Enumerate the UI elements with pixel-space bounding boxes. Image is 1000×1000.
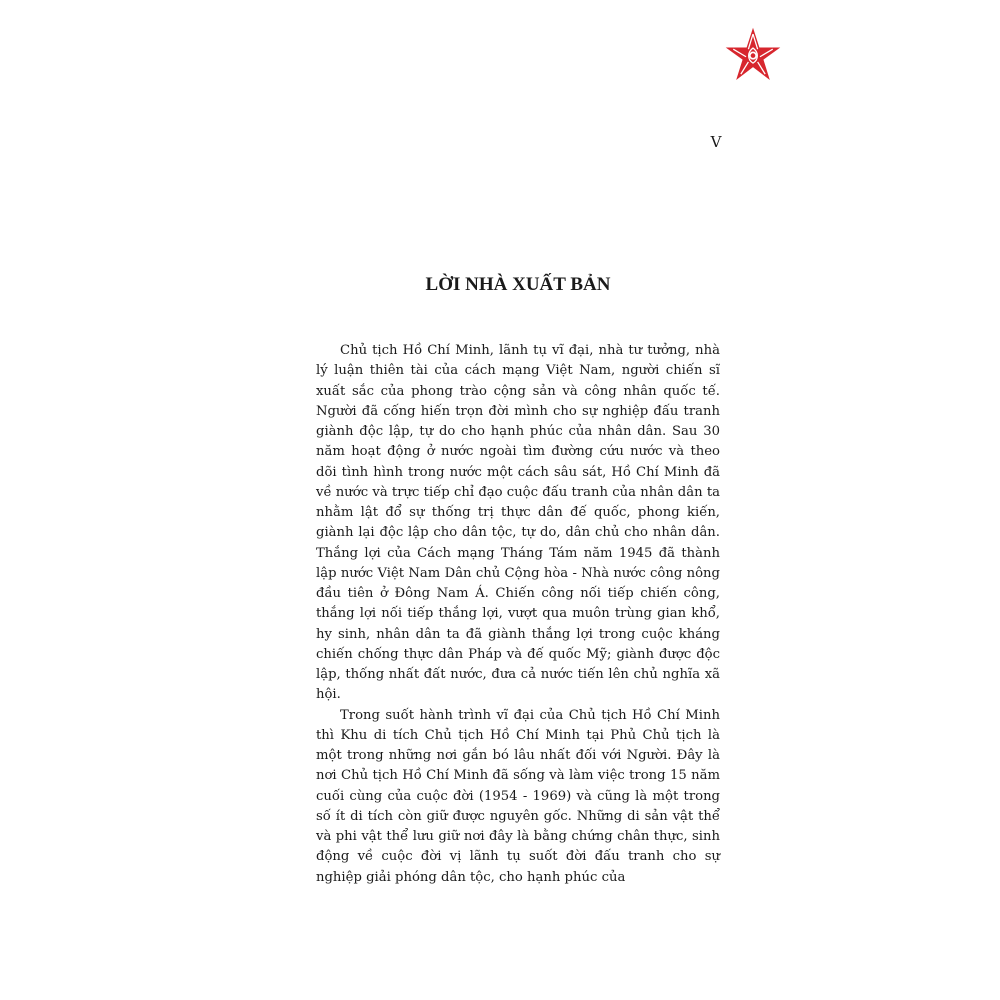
paragraph: Trong suốt hành trình vĩ đại của Chủ tịch Hồ Chí Minh thì Khu di tích Chủ tịch Hồ Chí Minh tại Phủ Chủ tịch là một trong những nơi gắn bó lâu nhất đối với Người. Đây là nơi Chủ tịch Hồ Chí Minh đã sống và làm việc trong 15 năm cuối cùng của cuộc đời (1954 - 1969) và cũng là một trong số ít di tích còn giữ được nguyên gốc. Những di sản vật thể và phi vật thể lưu giữ nơi đây là bằng chứng chân thực, sinh động về cuộc đời vị lãnh tụ suốt đời đấu tranh cho sự nghiệp giải phóng dân tộc, cho hạnh phúc của	[316, 707, 720, 885]
publisher-logo-icon	[724, 26, 782, 84]
page-number: V	[710, 133, 722, 151]
page-title: LỜI NHÀ XUẤT BẢN	[425, 274, 611, 295]
body-text	[316, 341, 720, 888]
paragraph: Chủ tịch Hồ Chí Minh, lãnh tụ vĩ đại, nhà tư tưởng, nhà lý luận thiên tài của cách mạng Việt Nam, người chiến sĩ xuất sắc của phong trào cộng sản và công nhân quốc tế. Người đã cống hiến trọn đời mình cho sự nghiệp đấu tranh giành độc lập, tự do cho hạnh phúc của nhân dân. Sau 30 năm hoạt động ở nước ngoài tìm đường cứu nước và theo dõi tình hình trong nước một cách sâu sát, Hồ Chí Minh đã về nước và trực tiếp chỉ đạo cuộc đấu tranh của nhân dân ta nhằm lật đổ sự thống trị thực dân đế quốc, phong kiến, giành lại độc lập cho dân tộc, tự do, dân chủ cho nhân dân. Thắng lợi của Cách mạng Tháng Tám năm 1945 đã thành lập nước Việt Nam Dân chủ Cộng hòa - Nhà nước công nông đầu tiên ở Đông Nam Á. Chiến công nối tiếp chiến công, thắng lợi nối tiếp thắng lợi, vượt qua muôn trùng gian khổ, hy sinh, nhân dân ta đã giành thắng lợi trong cuộc kháng chiến chống thực dân Pháp và đế quốc Mỹ; giành được độc lập, thống nhất đất nước, đưa cả nước tiến lên chủ nghĩa xã hội.	[316, 343, 720, 703]
